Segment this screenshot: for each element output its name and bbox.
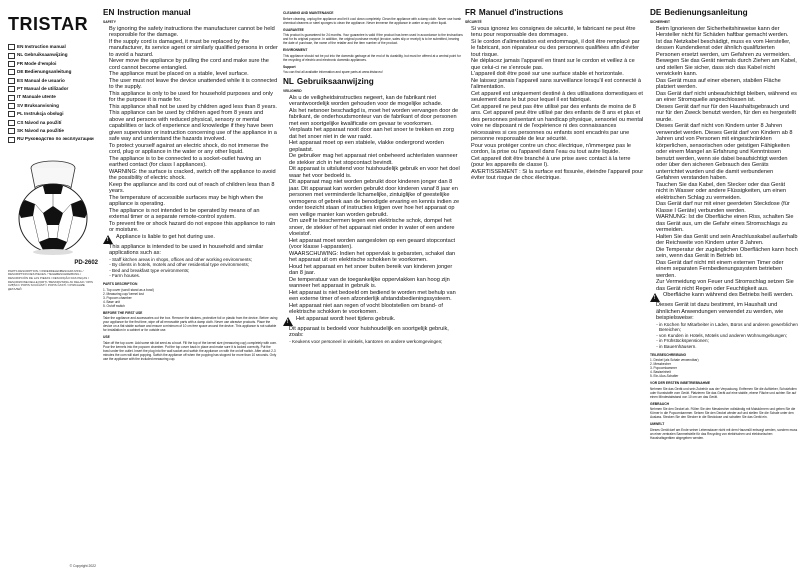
environment-heading: UMWELT	[650, 422, 665, 427]
list-item: • By ignoring the safety instructions the manufacturer cannot be held responsible for the damage.	[109, 26, 278, 39]
warning-icon	[283, 317, 293, 326]
list-item: - in Küchen für Mitarbeiter in Läden, Büros und anderen gewerblichen Bereichen;	[659, 322, 798, 333]
list-item: • Pour vous protéger contre un choc électrique, n'immergez pas le cordon, la prise ou l'appareil dans l'eau ou tout autre liquide.	[471, 143, 645, 156]
safety-heading: SICHERHEIT	[650, 20, 670, 24]
list-item: - Keukens voor personeel in winkels, kantoren en andere werkomgevingen;	[292, 339, 463, 345]
list-item: • Zur Vermeidung von Feuer und Stromschlag setzen Sie das Gerät nicht Regen oder Feuchtigkeit aus.	[656, 279, 798, 292]
list-item: • Das Gerät darf nicht unbeaufsichtigt bleiben, während es an einer Stromquelle angeschlossen ist.	[656, 91, 798, 104]
german-column	[650, 8, 798, 568]
list-item: - in Frühstückspensionen;	[659, 338, 798, 344]
caution-note: ! Appliance is liable to get hot during use.	[103, 234, 278, 244]
checkbox-icon	[8, 128, 15, 134]
safety-heading: VEILIGHEID	[283, 89, 302, 94]
list-item: • Verplaats het apparaat nooit door aan het snoer te trekken en zorg dat het snoer niet in de war raakt.	[289, 127, 463, 140]
section-title-en: EN Instruction manual	[103, 8, 191, 17]
paragraph: Take the appliance and accessories out the box. Remove the stickers, protective foil or plastic from the device. Before using your appliance for the first time, wipe off all removable parts with a damp cloth. Never use abrasive products. Place the device on a flat stable surface and ensure a minimum of 10 cm free space around the device. This appliance is not suitable for installation in a cabinet or for outside use.	[103, 316, 278, 333]
part-item: 5. Ein-/Aus-Schalter	[650, 374, 679, 379]
paragraph: Nehmen Sie das Gerät und sein Zubehör aus der Verpackung. Entfernen Sie die Aufkleber, Schutzfolien oder Kunststoffe vom Gerät. Platzieren Sie das Gerät auf eine stabile, ebene Fläche und achten Sie auf einen Mindestabstand von 10 cm um das Gerät.	[650, 386, 797, 399]
part-item: 3. Popcorn chamber	[103, 295, 132, 300]
checkbox-icon	[8, 111, 15, 117]
checkbox-icon	[8, 44, 15, 50]
copyright: © Copyright 2022	[69, 564, 96, 568]
list-item: • Dit apparaat is bedoeld voor huishoudelijk en soortgelijk gebruik, zoals:	[289, 326, 463, 339]
list-item: - in Bauernhäusern.	[659, 344, 798, 350]
checkbox-icon	[8, 120, 15, 126]
list-item: • Ne laissez jamais l'appareil sans surveillance lorsqu'il est connecté à l'alimentation.	[471, 78, 645, 91]
popcorn-maker-illustration	[9, 154, 97, 258]
list-item: • The appliance must be placed on a stable, level surface.	[109, 71, 278, 78]
french-column	[465, 8, 645, 568]
paragraph: Take off the top cover. Add some stir-fat seed as a bowl. Fill the top of the kernel size (measuring cup) completely with corn. Pour the kernels into the popcorn chamber. Put the top cover back in place and make sure it is locked correctly. Put the bowl under the outlet. Insert the plug into the wall socket and switch the appliance on with the on/off switch. After about 2-3 minutes the corn will start popping. Switch the appliance off when the popping has stopped for more than 10 seconds. Only use the appliance with the included measuring cup.	[103, 340, 278, 361]
list-item: • Cet appareil doit être branché à une prise avec contact à la terre (pour les appareils de classe I).	[471, 156, 645, 169]
list-item: • Beim Ignorieren der Sicherheitshinweise kann der Hersteller nicht für Schäden haftbar gemacht werden.	[656, 26, 798, 39]
section-title-nl: NL Gebruiksaanwijzing	[283, 77, 374, 87]
list-item: • L'appareil doit être posé sur une surface stable et horizontale.	[471, 71, 645, 78]
english-dutch-column	[283, 8, 463, 568]
list-item: • De temperatuur van de toegankelijke oppervlakken kan hoog zijn wanneer het apparaat in gebruik is.	[289, 277, 463, 290]
checkbox-icon	[8, 61, 15, 67]
list-item: • Dit apparaat mag niet worden gebruikt door kinderen jonger dan 8 jaar. Dit apparaat kan worden gebruikt door kinderen vanaf 8 jaar en personen met verminderde lichamelijke, zintuiglijke of geestelijke vermogens of gebrek aan de benodigde ervaring en kennis indien ze onder toezicht staan of instructies krijgen over hoe het apparaat op een veilige manier kan worden gebruikt.	[289, 179, 463, 218]
list-item: • To prevent fire or shock hazard do not expose this appliance to rain or moisture.	[109, 221, 278, 234]
list-item: - von Kunden in Hotels, Motels und anderen Wohnumgebungen;	[659, 333, 798, 339]
paragraph: Dieses Gerät darf am Ende seiner Lebensdauer nicht mit dem Hausmüll entsorgt werden, sondern muss an einer zentralen Sammelstelle für das Recycling von elektrischen und elektronischen Haushaltsgeräten abgegeben werden.	[650, 427, 798, 440]
language-item[interactable]: NL Gebruiksaanwijzing	[8, 51, 98, 59]
caution-note: ! Het apparaat wordt heet tijdens gebruik.	[283, 316, 463, 326]
language-item[interactable]: IT Manuale utente	[8, 93, 98, 101]
list-item: • This appliance is intended to be used in household and similar applications such as:	[109, 244, 278, 257]
warning-icon	[650, 293, 660, 302]
safety-list	[283, 95, 463, 345]
list-item: - By clients in hotels, motels and other residential type environments;	[112, 262, 278, 268]
before-first-use-heading: VOR DER ERSTEN INBETRIEBNAHME	[650, 381, 711, 386]
parts-description-languages: PARTS DESCRIPTION / ONDERDELENBESCHRIJVING / DESCRIPTION DES PIECES / TEILEBESCHREIBUNG / DESCRIPCIÓN DE LAS PIEZAS / DESCRIÇÃO DAS PEÇAS / DESCRIZIONE DELLE PARTI / BESKRIVNING AV DELAR / OPIS CZĘŚCI / POPIS SOUČÁSTÍ / POPIS ČASTÍ / ОПИСАНИЕ ДЕТАЛЕЙ	[8, 268, 93, 291]
language-item[interactable]: SK Návod na použitie	[8, 127, 98, 135]
language-list	[8, 43, 98, 144]
safety-heading: SÉCURITÉ	[465, 20, 482, 24]
warning-icon	[103, 235, 113, 244]
guarantee-heading: GUARANTEE	[283, 27, 304, 32]
section-title-fr: FR Manuel d'instructions	[465, 8, 564, 17]
language-item[interactable]: EN Instruction manual	[8, 43, 98, 51]
part-item: 3. Popcornkammer	[650, 366, 677, 371]
list-item: • De gebruiker mag het apparaat niet onbeheerd achterlaten wanneer de stekker zich in het stopcontact bevindt.	[289, 153, 463, 166]
brand-logo: TRISTAR	[8, 14, 89, 34]
list-item: • This appliance shall not be used by children aged less than 8 years. This appliance can be used by children aged from 8 years and above and persons with reduced physical, sensory or mental capabilities or lack of experience and knowledge if they have been given supervision or instruction concerning use of the appliance in a safe way and understand the hazards involved.	[109, 104, 278, 143]
caution-note: ! Oberfläche kann während des Betriebs heiß werden.	[650, 292, 798, 302]
language-item[interactable]: ES Manual de usuario	[8, 77, 98, 85]
safety-list	[650, 26, 798, 350]
list-item: • WAARSCHUWING: Indien het oppervlak is gebarsten, schakel dan het apparaat uit om elektrische schokken te voorkomen.	[289, 251, 463, 264]
part-item: 5. On/off switch	[103, 303, 125, 308]
list-item: • The temperature of accessible surfaces may be high when the appliance is operating.	[109, 195, 278, 208]
list-item: • Si le cordon d'alimentation est endommagé, il doit être remplacé par le fabricant, son réparateur ou des personnes qualifiées afin d'éviter tout risque.	[471, 39, 645, 59]
popcorn-maker-image	[9, 154, 97, 258]
list-item: • Bewegen Sie das Gerät niemals durch Ziehen am Kabel, und stellen Sie sicher, dass sich das Kabel nicht verwickeln kann.	[656, 58, 798, 78]
language-item[interactable]: RU Руководство по эксплуатации	[8, 135, 98, 143]
part-item: 4. Base unit	[103, 299, 120, 304]
list-item: • Dieses Gerät darf nicht von Kindern unter 8 Jahren verwendet werden. Dieses Gerät darf von Kindern ab 8 Jahren und von Personen mit eingeschränkten körperlichen, sensorischen oder geistigen Fähigkeiten oder einem Mangel an Erfahrung und Kenntnissen benutzt werden, wenn sie dabei beaufsichtigt werden oder über den sicheren Gebrauch des Geräts unterrichtet wurden und die damit verbundenen Gefahren verstanden haben.	[656, 123, 798, 182]
list-item: • Tauchen Sie das Kabel, den Stecker oder das Gerät nicht in Wasser oder andere Flüssigkeiten, um einen elektrischen Schlag zu vermeiden.	[656, 182, 798, 202]
language-item[interactable]: PL Instrukcja obsługi	[8, 110, 98, 118]
list-item: • Keep the appliance and its cord out of reach of children less than 8 years.	[109, 182, 278, 195]
model-number: PD-2602	[74, 259, 98, 266]
safety-heading: SAFETY	[103, 20, 117, 24]
use-heading: USE	[103, 335, 110, 340]
english-column	[103, 8, 278, 568]
language-item[interactable]: CS Návod na použití	[8, 119, 98, 127]
checkbox-icon	[8, 78, 15, 84]
list-item: • Si vous ignorez les consignes de sécurité, le fabricant ne peut être tenu pour responsable des dommages.	[471, 26, 645, 39]
list-item: • The appliance is to be connected to a socket-outlet having an earthed contact (for class I appliances).	[109, 156, 278, 169]
checkbox-icon	[8, 103, 15, 109]
paragraph: You can find all available information and spare parts at www.tristar.eu!	[283, 70, 383, 75]
language-item[interactable]: SV Bruksanvisning	[8, 102, 98, 110]
list-item: • Het apparaat niet aan regen of vocht blootstellen om brand- of elektrische schokken te voorkomen.	[289, 303, 463, 316]
paragraph: Nehmen Sie den Deckel ab. Füllen Sie den Messbecher vollständig mit Maiskörnern und geben Sie die Körner in die Popcornkammer. Setzen Sie den Deckel wieder auf und stellen Sie die Schale unter den Auslass. Stecken Sie den Stecker in die Steckdose und schalten Sie das Gerät ein.	[650, 407, 796, 420]
paragraph: This product is guaranteed for 24 months. Your guarantee is valid if the product has been used in accordance to the instructions and for its original purpose. In addition, the original purchase receipt (invoice, sales slip or receipt) is to be submitted, bearing the date of purchase, the name of the retailer and the item number of the product.	[283, 33, 463, 46]
list-item: • If the supply cord is damaged, it must be replaced by the manufacturer, its service agent or similarly qualified persons in order to avoid a hazard.	[109, 39, 278, 59]
paragraph: This appliance should not be put into the domestic garbage at the end of its durability, but must be offered at a central point for the recycling of electric and electronic domestic appliances.	[283, 53, 461, 62]
list-item: • Halten Sie das Gerät und sein Anschlusskabel außerhalb der Reichweite von Kindern unter 8 Jahren.	[656, 234, 798, 247]
list-item: • Houd het apparaat en het snoer buiten bereik van kinderen jonger dan 8 jaar.	[289, 264, 463, 277]
part-item: 1. Deckel (als Schale verwendbar)	[650, 358, 699, 363]
before-first-use-heading: BEFORE THE FIRST USE	[103, 310, 143, 315]
paragraph: Before cleaning, unplug the appliance and let it cool down completely. Clean the appliance with a damp cloth. Never use harsh chemical cleaners or steel sponges to clean the appliance. Never immerse the appliance in water or any other liquid.	[283, 16, 462, 25]
language-item[interactable]: DE Bedienungsanleitung	[8, 68, 98, 76]
safety-list	[465, 26, 645, 182]
list-item: • WARNUNG: Ist die Oberfläche einen Riss, schalten Sie das Gerät aus, um die Gefahr eines Stromschlags zu vermeiden.	[656, 214, 798, 234]
use-heading: GEBRAUCH	[650, 401, 670, 406]
list-item: • Om uzelf te beschermen tegen een elektrische schok, dompel het snoer, de stekker of het apparaat niet onder in water of een andere vloeistof.	[289, 218, 463, 238]
list-item: • The appliance is not intended to be operated by means of an external timer or a separate remote-control system.	[109, 208, 278, 221]
list-item: • Het apparaat moet op een stabiele, vlakke ondergrond worden geplaatst.	[289, 140, 463, 153]
list-item: - Bed and breakfast type environments;	[112, 268, 278, 274]
list-item: • Als het netsnoer beschadigd is, moet het worden vervangen door de fabrikant, de onderhoudsmonteur van de fabrikant of door personen met een soortgelijke kwalificatie om gevaar te voorkomen.	[289, 108, 463, 128]
support-heading: Support	[283, 64, 296, 69]
checkbox-icon	[8, 95, 15, 101]
list-item: • Cet appareil ne peut pas être utilisé par des enfants de moins de 8 ans. Cet appareil peut être utilisé par des enfants de 8 ans et plus et des personnes présentant un handicap physique, sensoriel ou mental voire ne disposant ni de l'expérience ni des connaissances nécessaires si ces personnes ou enfants sont encadrés par une personne responsable de leur sécurité.	[471, 104, 645, 143]
list-item: • Dieses Gerät ist dazu bestimmt, im Haushalt und ähnlichen Anwendungen verwendet zu werden, wie beispielsweise:	[656, 302, 798, 322]
list-item: • Cet appareil est uniquement destiné à des utilisations domestiques et seulement dans le but pour lequel il est fabriqué.	[471, 91, 645, 104]
list-item: • To protect yourself against an electric shock, do not immerse the cord, plug or appliance in the water or any other liquid.	[109, 143, 278, 156]
list-item: - Farm houses.	[112, 273, 278, 279]
list-item: • Dit apparaat is uitsluitend voor huishoudelijk gebruik en voor het doel waar het voor bedoeld is.	[289, 166, 463, 179]
list-item: - Staff kitchen areas in shops, offices and other working environments;	[112, 257, 278, 263]
checkbox-icon	[8, 86, 15, 92]
list-item: • Als u de veiligheidsinstructies negeert, kan de fabrikant niet verantwoordelijk worden gehouden voor de mogelijke schade.	[289, 95, 463, 108]
parts-heading: TEILEBESCHREIBUNG	[650, 352, 687, 357]
checkbox-icon	[8, 137, 15, 143]
part-item: 2. Measuring cup/ kernel lost	[103, 291, 144, 296]
part-item: 2. Messbecher	[650, 362, 671, 367]
list-item: • WARNING: the surface is cracked, switch off the appliance to avoid the possibility of electric shock.	[109, 169, 278, 182]
cover-column	[8, 8, 98, 568]
parts-heading: PARTS DESCRIPTION	[103, 281, 138, 286]
list-item: • Das Gerät darf nur mit einer geerdeten Steckdose (für Klasse I Geräte) verbunden werden.	[656, 201, 798, 214]
list-item: • Never move the appliance by pulling the cord and make sure the cord cannot become entangled.	[109, 58, 278, 71]
checkbox-icon	[8, 53, 15, 59]
checkbox-icon	[8, 69, 15, 75]
list-item: • Das Gerät darf nicht mit einem externen Timer oder einem separaten Fernbedienungssystem betrieben werden.	[656, 260, 798, 280]
part-item: 4. Basiseinheit	[650, 370, 671, 375]
safety-list	[103, 26, 278, 279]
list-item: • AVERTISSEMENT : Si la surface est fissurée, éteindre l'appareil pour éviter tout risque de choc électrique.	[471, 169, 645, 182]
part-item: 1. Top cover (scroll stand as a bowl)	[103, 287, 154, 292]
list-item: • The user must not leave the device unattended while it is connected to the supply.	[109, 78, 278, 91]
list-item: • Ist das Netzkabel beschädigt, muss es vom Hersteller, dessen Kundendienst oder ähnlich qualifizierten Personen ersetzt werden, um Gefahren zu vermeiden.	[656, 39, 798, 59]
list-item: • Ne déplacez jamais l'appareil en tirant sur le cordon et veillez à ce que celui-ci ne s'enroule pas.	[471, 58, 645, 71]
language-item[interactable]: FR Mode d'emploi	[8, 60, 98, 68]
section-title-de: DE Bedienungsanleitung	[650, 8, 748, 17]
list-item: • This appliance is only to be used for household purposes and only for the purpose it is made for.	[109, 91, 278, 104]
list-item: • Die Temperatur der zugänglichen Oberflächen kann hoch sein, wenn das Gerät in Betrieb ist.	[656, 247, 798, 260]
list-item: • Dieses Gerät darf nur für den Haushaltsgebrauch und nur für den Zweck benutzt werden, für den es hergestellt wurde.	[656, 104, 798, 124]
list-item: • Het apparaat moet worden aangesloten op een geaard stopcontact (voor klasse I-apparaten).	[289, 238, 463, 251]
list-item: • Het apparaat is niet bedoeld om bediend te worden met behulp van een externe timer of een afzonderlijk afstandsbedieningssysteem.	[289, 290, 463, 303]
list-item: • Das Gerät muss auf einer ebenen, stabilen Fläche platziert werden.	[656, 78, 798, 91]
cleaning-heading: CLEANING AND MAINTENANCE	[283, 11, 334, 15]
language-item[interactable]: PT Manual de utilizador	[8, 85, 98, 93]
environment-heading: ENVIRONMENT	[283, 48, 308, 53]
